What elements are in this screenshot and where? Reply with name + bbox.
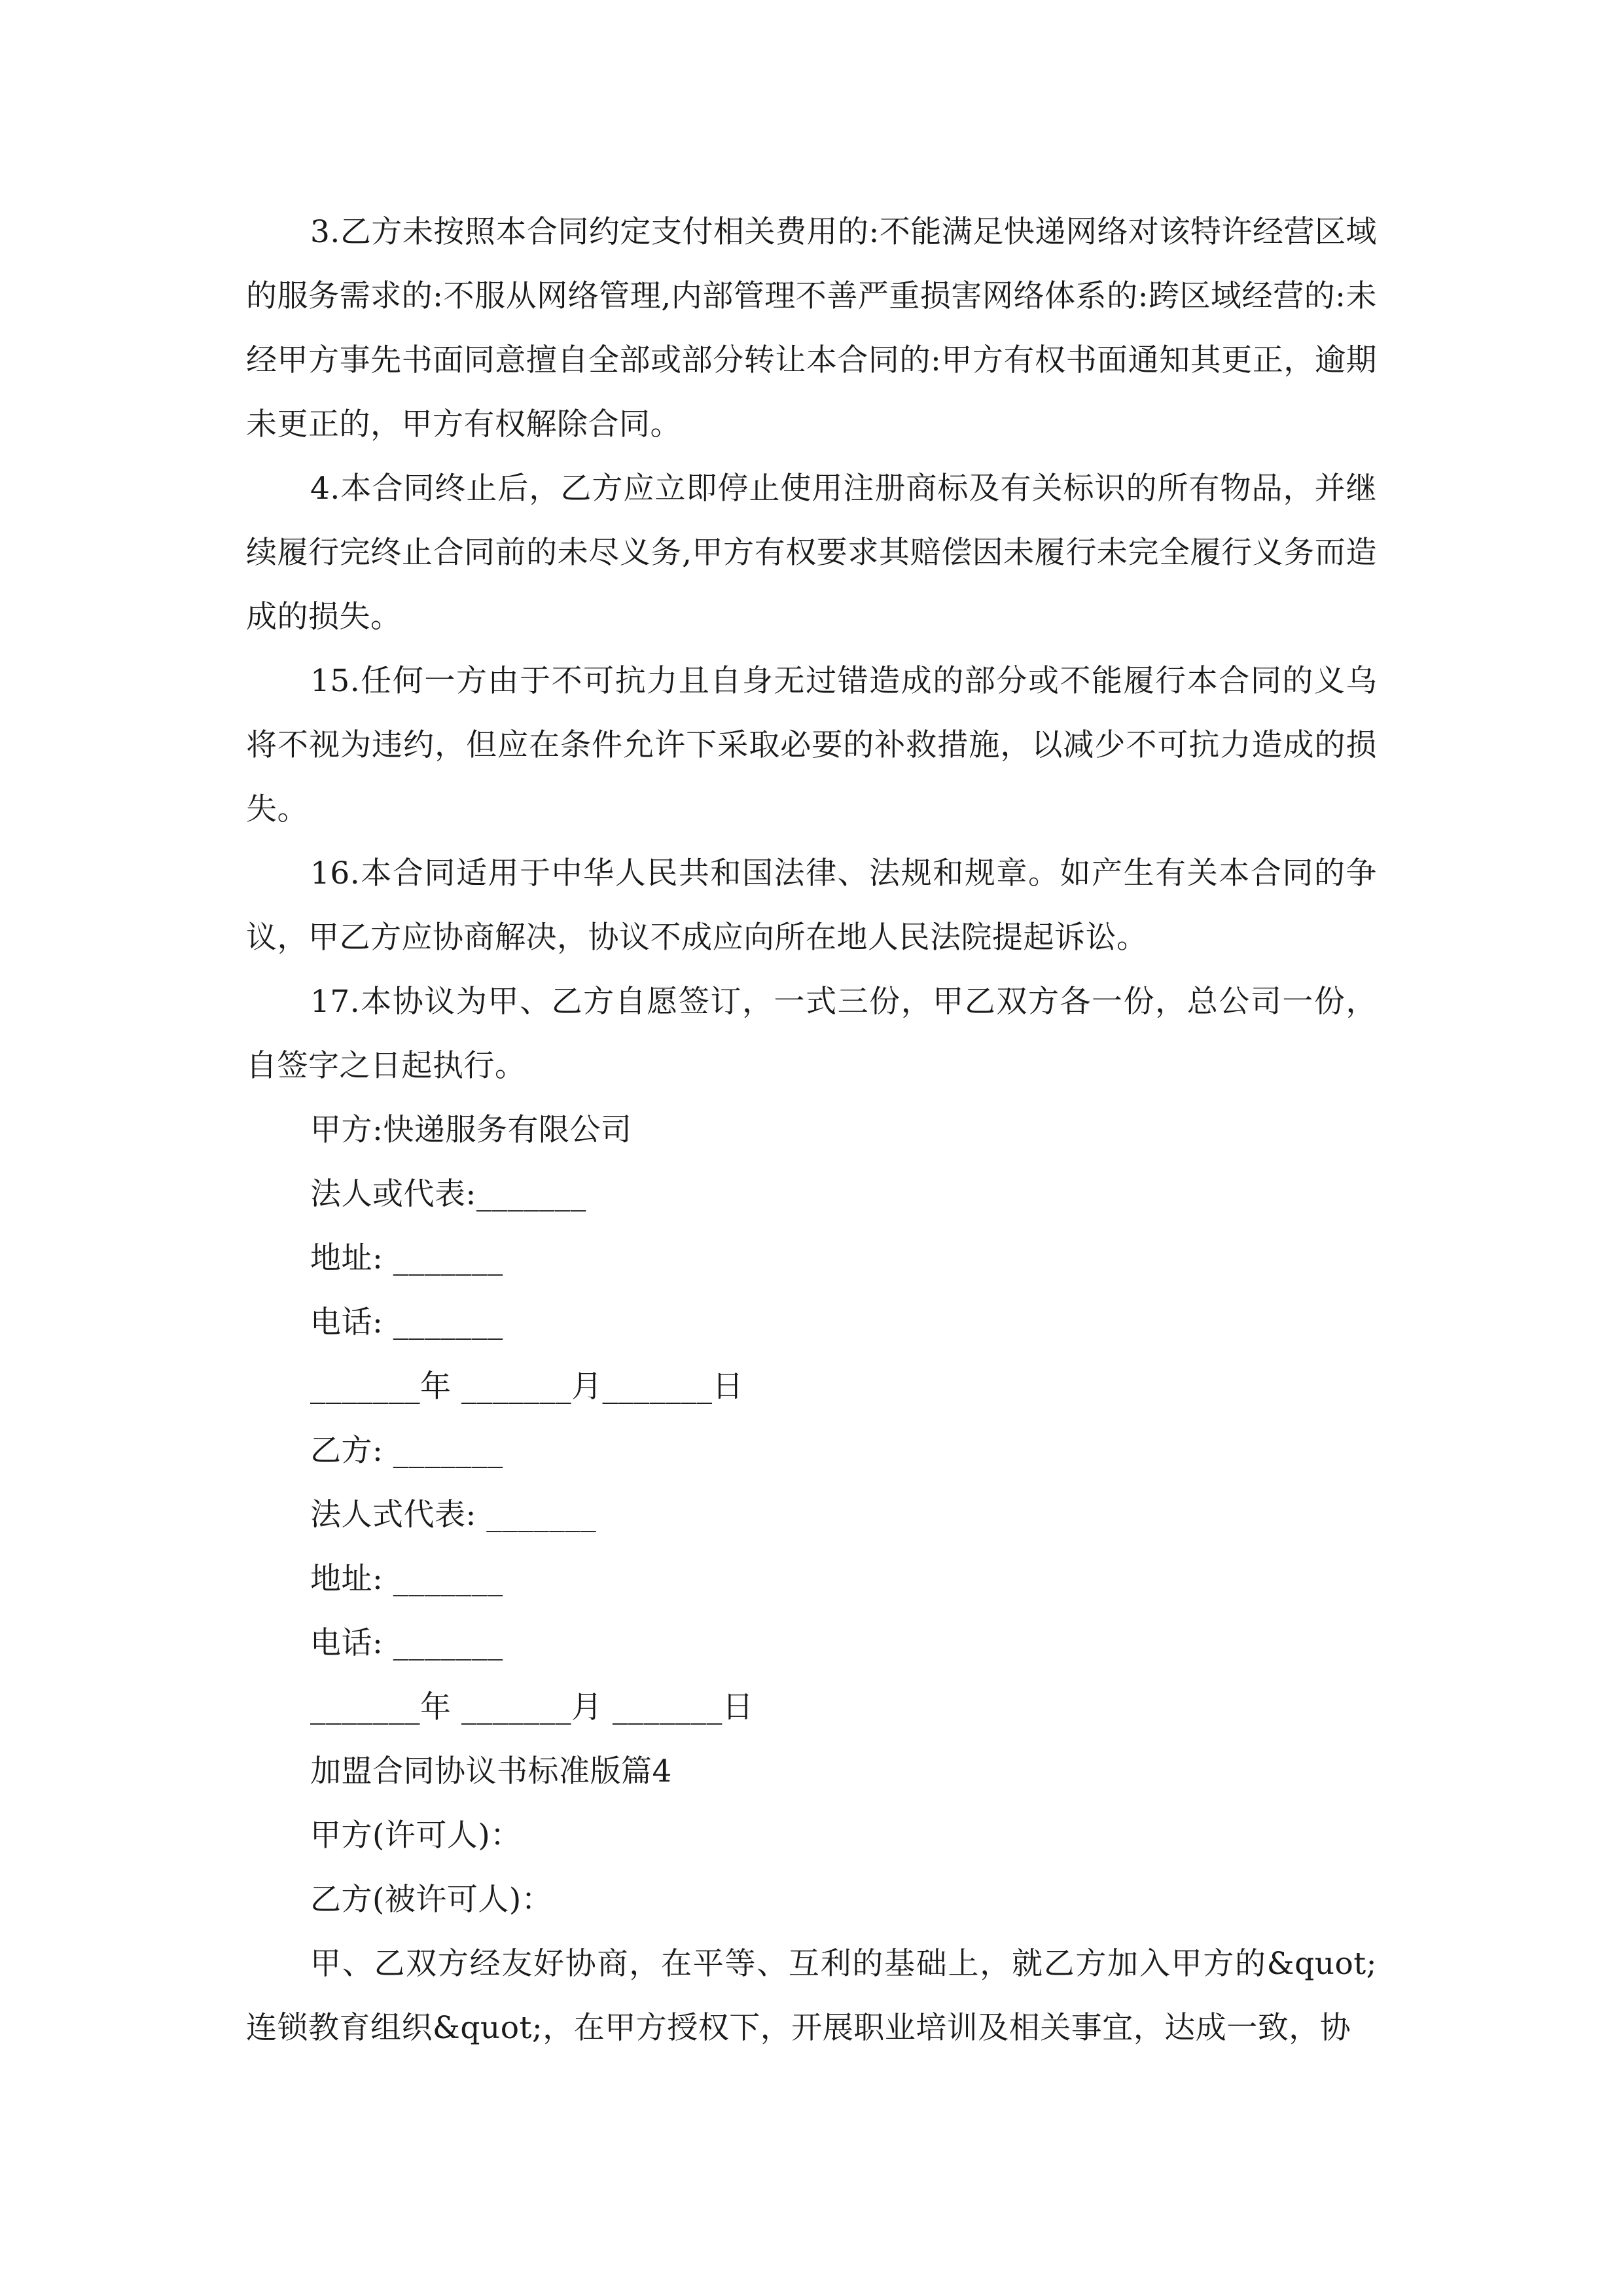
clause-paragraph: 4.本合同终止后，乙方应立即停止使用注册商标及有关标识的所有物品，并继续履行完终止合同前的未尽义务,甲方有权要求其赔偿因未履行未完全履行义务而造成的损失。 (246, 471, 1377, 635)
party-b-representative: 法人式代表: _______ (310, 1497, 597, 1533)
party-b-phone: 电话: _______ (310, 1625, 503, 1661)
party-a-address: 地址: _______ (310, 1240, 503, 1276)
party-a-phone: 电话: _______ (310, 1304, 503, 1340)
clause-paragraph: 15.任何一方由于不可抗力且自身无过错造成的部分或不能履行本合同的义乌将不视为违约，但应在条件允许下采取必要的补救措施，以减少不可抗力造成的损失。 (246, 663, 1377, 827)
party-a-representative: 法人或代表:_______ (310, 1176, 586, 1212)
party-b-date: _______年 _______月 _______日 (310, 1689, 754, 1725)
document-body (246, 200, 1377, 2060)
party-b-name: 乙方: _______ (310, 1433, 503, 1469)
clause-paragraph: 17.本协议为甲、乙方自愿签订，一式三份，甲乙双方各一份，总公司一份，自签字之日起执行。 (246, 984, 1377, 1084)
party-a-name: 甲方:快递服务有限公司 (310, 1112, 632, 1148)
party-b-address: 地址: _______ (310, 1561, 503, 1597)
section-heading: 加盟合同协议书标准版篇4 (310, 1753, 672, 1789)
party-a-date: _______年 _______月_______日 (310, 1369, 743, 1405)
closing-paragraph: 甲、乙双方经友好协商，在平等、互利的基础上，就乙方加入甲方的&quot;连锁教育组织&quot;，在甲方授权下，开展职业培训及相关事宜，达成一致，协 (246, 1946, 1377, 2046)
licensee-label: 乙方(被许可人)： (310, 1882, 553, 1918)
clause-paragraph: 16.本合同适用于中华人民共和国法律、法规和规章。如产生有关本合同的争议，甲乙方应协商解决，协议不成应向所在地人民法院提起诉讼。 (246, 855, 1377, 956)
clause-paragraph: 3.乙方未按照本合同约定支付相关费用的:不能满足快递网络对该特许经营区域的服务需求的:不服从网络管理,内部管理不善严重损害网络体系的:跨区域经营的:未经甲方事先书面同意擅自全部或部分转让本合同的:甲方有权书面通知其更正，逾期未更正的，甲方有权解除合同。 (246, 214, 1377, 442)
licensor-label: 甲方(许可人)： (310, 1818, 522, 1854)
